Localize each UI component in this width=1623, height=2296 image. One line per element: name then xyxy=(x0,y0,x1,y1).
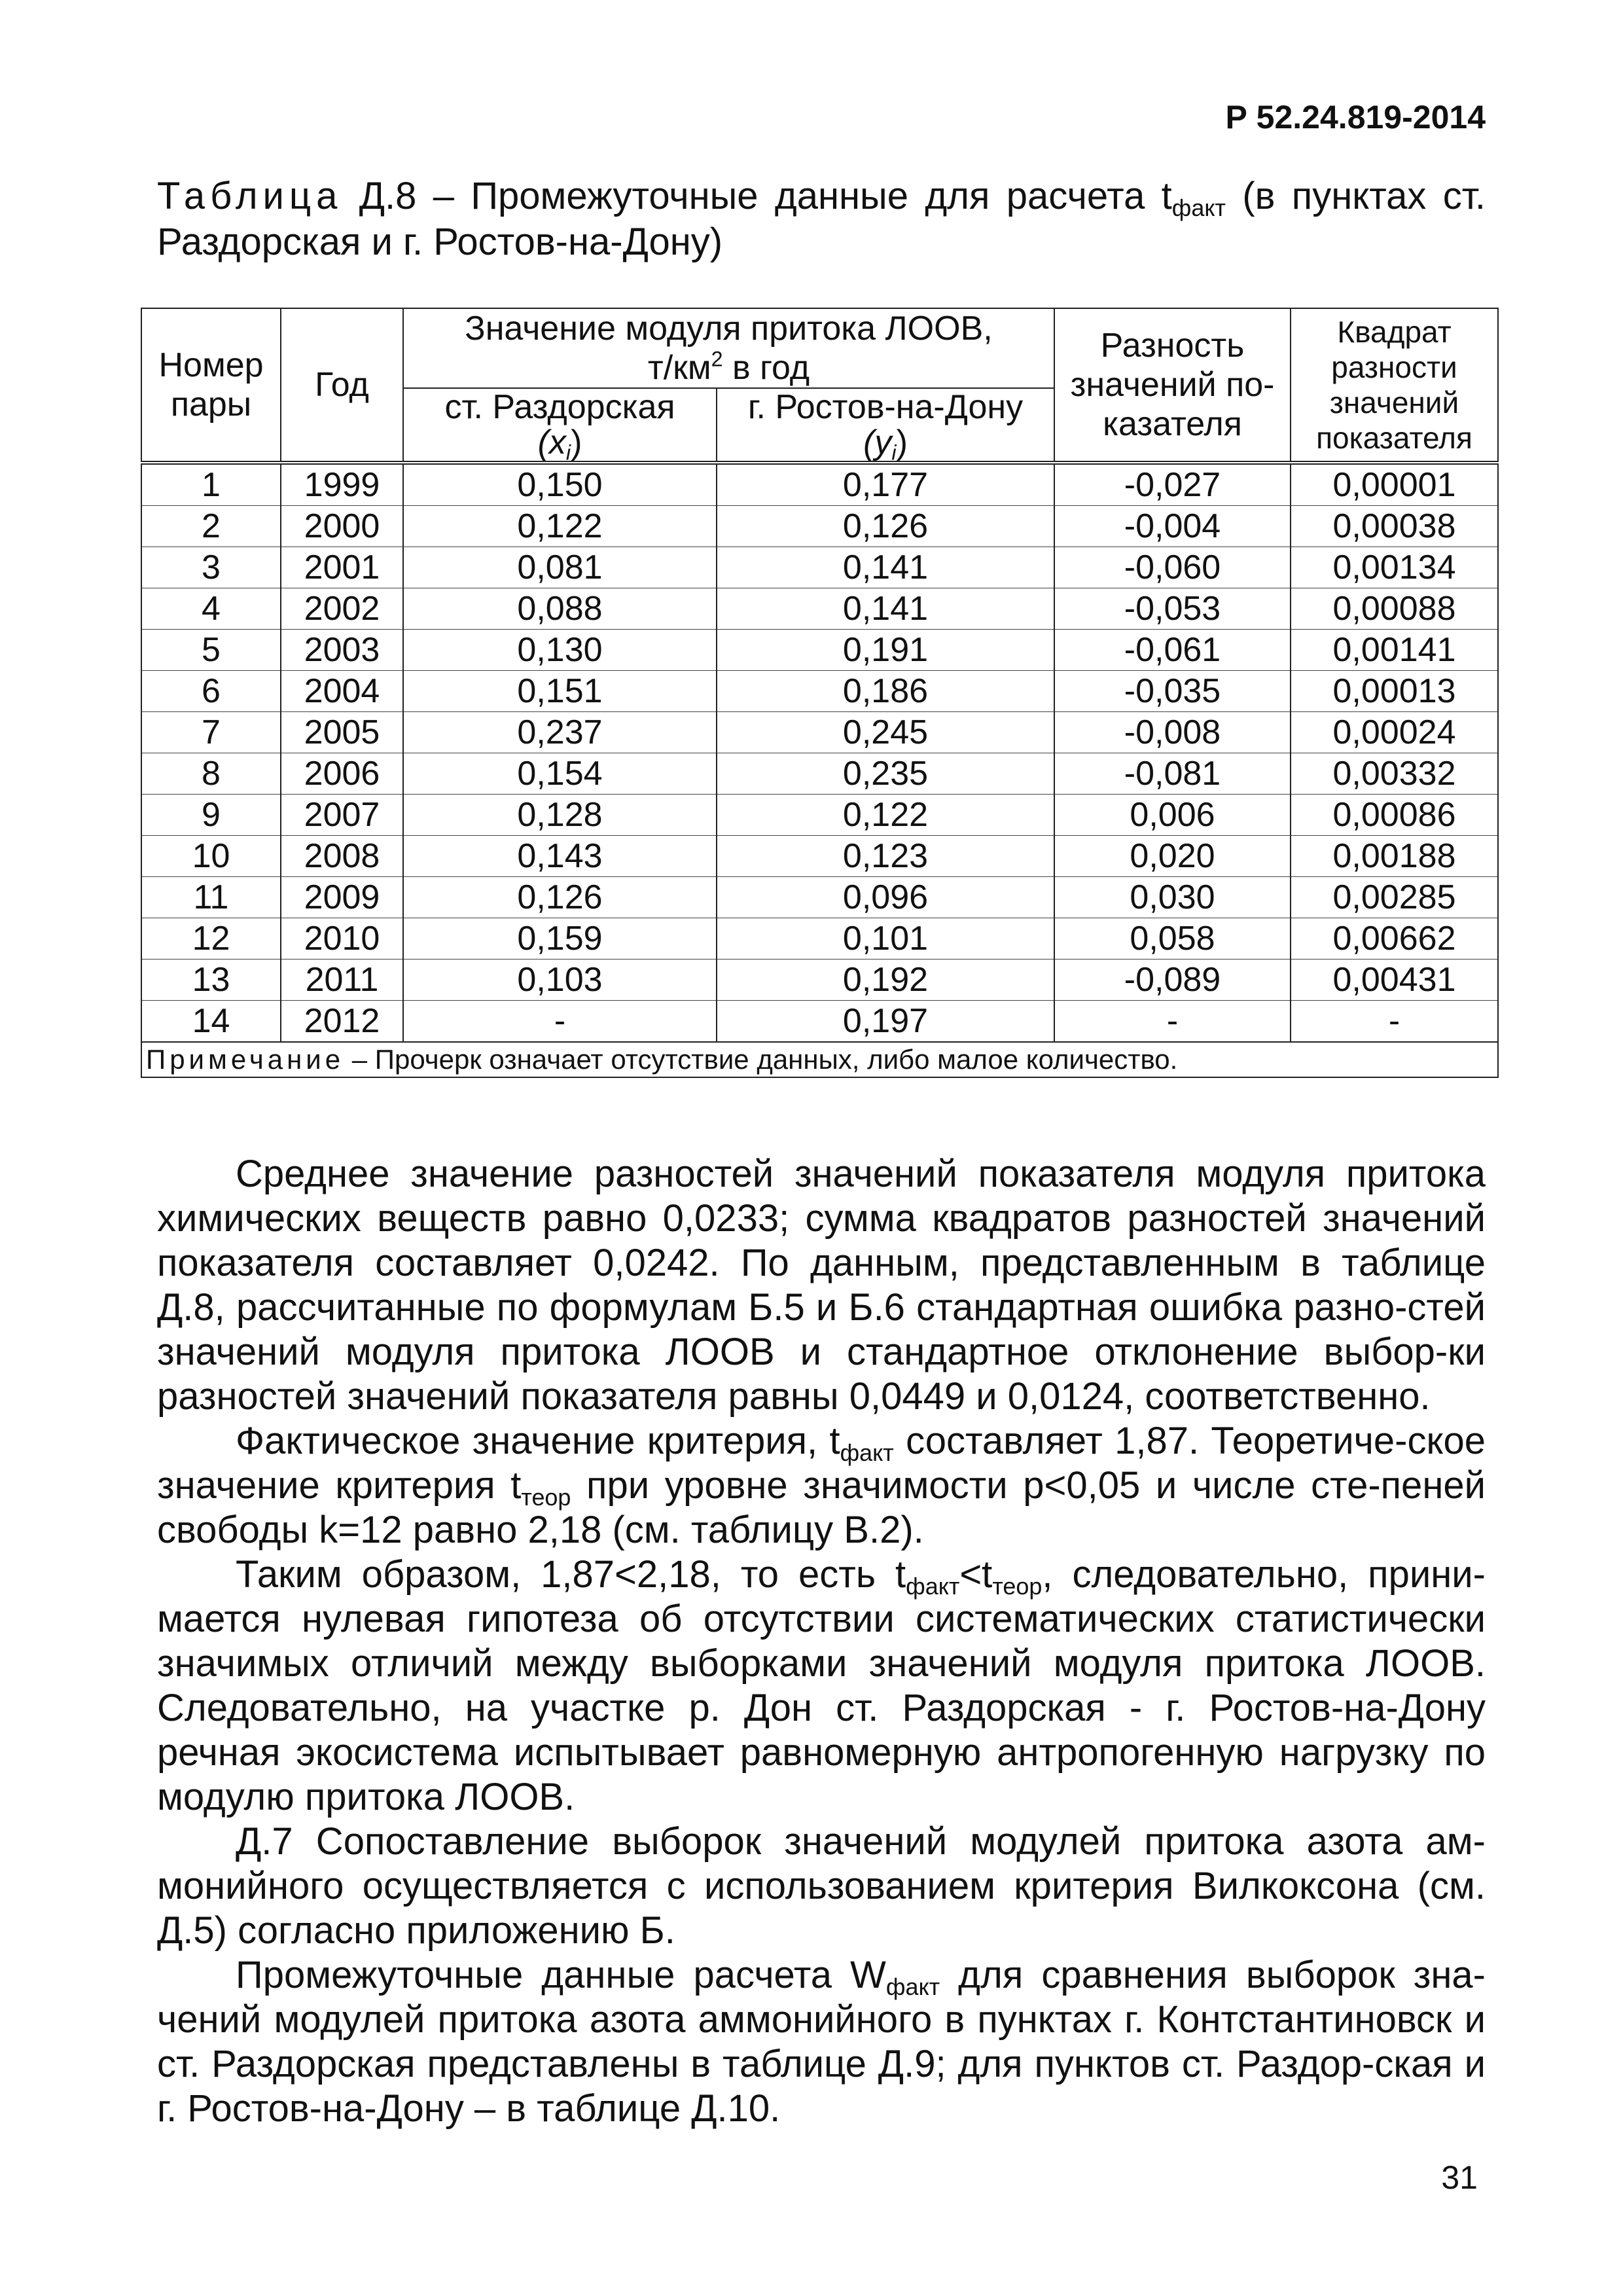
cell-station-1: 0,103 xyxy=(403,960,717,1001)
cell-year: 2006 xyxy=(281,753,403,795)
cell-station-1: - xyxy=(403,1001,717,1043)
header-station-2-name: г. Ростов-на-Дону xyxy=(747,388,1024,426)
cell-pair: 8 xyxy=(141,753,281,795)
cell-station-2: 0,141 xyxy=(717,588,1054,630)
table-note xyxy=(141,1042,1498,1077)
header-station-2-index: i xyxy=(891,440,897,465)
header-difference: Разность значений по-казателя xyxy=(1054,308,1291,463)
table-row xyxy=(141,918,1498,960)
cell-pair: 2 xyxy=(141,506,281,547)
cell-year: 2012 xyxy=(281,1001,403,1043)
cell-station-1: 0,130 xyxy=(403,630,717,671)
paragraph-5 xyxy=(157,1953,1486,2131)
table-row xyxy=(141,463,1498,506)
cell-station-2: 0,096 xyxy=(717,877,1054,918)
p2-part-b: составляет 1,87. Теоретиче-ское значение критерия t xyxy=(157,1420,1486,1507)
p3-part-c: , следовательно, прини-мается нулевая гипотеза об отсутствии систематических статистически значимых отличий между выборками значений модуля притока ЛООВ. Следовательно, на участке р. Дон ст. Раздорская - г. Ростов-на-Дону речная экосистема испытывает равномерную антропогенную нагрузку по модулю притока ЛООВ. xyxy=(157,1553,1486,1818)
cell-square: 0,00141 xyxy=(1291,630,1498,671)
cell-difference: -0,061 xyxy=(1054,630,1291,671)
cell-year: 2008 xyxy=(281,836,403,877)
header-module-main: Значение модуля притока ЛООВ, xyxy=(465,310,993,348)
header-module-unit-sup: 2 xyxy=(711,347,723,371)
caption-text-after: (в пунктах ст. Раздорская и г. Ростов-на-Дону) xyxy=(157,175,1486,263)
cell-square: 0,00001 xyxy=(1291,463,1498,506)
header-station-1 xyxy=(403,388,717,463)
cell-square: 0,00188 xyxy=(1291,836,1498,877)
table-row xyxy=(141,877,1498,918)
cell-station-2: 0,101 xyxy=(717,918,1054,960)
body-text xyxy=(157,1152,1486,2131)
cell-station-2: 0,141 xyxy=(717,547,1054,588)
cell-station-2: 0,235 xyxy=(717,753,1054,795)
p5-sub: факт xyxy=(885,1973,940,2000)
header-station-2-var-open: (y xyxy=(863,423,892,461)
cell-square: 0,00088 xyxy=(1291,588,1498,630)
cell-pair: 9 xyxy=(141,795,281,836)
cell-station-1: 0,126 xyxy=(403,877,717,918)
cell-pair: 7 xyxy=(141,712,281,753)
cell-square: 0,00134 xyxy=(1291,547,1498,588)
table-row xyxy=(141,1001,1498,1043)
caption-subscript: факт xyxy=(1171,194,1226,221)
cell-pair: 6 xyxy=(141,671,281,712)
table-row xyxy=(141,588,1498,630)
p2-sub-2: теор xyxy=(521,1483,571,1511)
p2-sub-1: факт xyxy=(840,1439,894,1466)
cell-station-2: 0,192 xyxy=(717,960,1054,1001)
cell-square: 0,00038 xyxy=(1291,506,1498,547)
data-table xyxy=(141,308,1499,1078)
cell-station-2: 0,122 xyxy=(717,795,1054,836)
cell-station-1: 0,081 xyxy=(403,547,717,588)
table-caption xyxy=(157,173,1486,265)
table-row xyxy=(141,506,1498,547)
cell-difference: -0,035 xyxy=(1054,671,1291,712)
cell-year: 2004 xyxy=(281,671,403,712)
header-station-2 xyxy=(717,388,1054,463)
cell-year: 2009 xyxy=(281,877,403,918)
cell-square: 0,00662 xyxy=(1291,918,1498,960)
cell-pair: 1 xyxy=(141,463,281,506)
cell-pair: 10 xyxy=(141,836,281,877)
cell-pair: 3 xyxy=(141,547,281,588)
cell-square: 0,00024 xyxy=(1291,712,1498,753)
paragraph-2 xyxy=(157,1419,1486,1552)
cell-square: - xyxy=(1291,1001,1498,1043)
cell-station-1: 0,143 xyxy=(403,836,717,877)
paragraph-3 xyxy=(157,1552,1486,1820)
p2-part-a: Фактическое значение критерия, t xyxy=(236,1420,840,1462)
cell-station-2: 0,197 xyxy=(717,1001,1054,1043)
cell-pair: 14 xyxy=(141,1001,281,1043)
cell-square: 0,00332 xyxy=(1291,753,1498,795)
cell-difference: -0,008 xyxy=(1054,712,1291,753)
caption-label: Таблица xyxy=(157,175,343,217)
cell-station-2: 0,177 xyxy=(717,463,1054,506)
cell-difference: -0,027 xyxy=(1054,463,1291,506)
cell-station-2: 0,186 xyxy=(717,671,1054,712)
cell-pair: 4 xyxy=(141,588,281,630)
p2-part-c: при уровне значимости p<0,05 и числе сте-пеней свободы k=12 равно 2,18 (см. таблицу В.2). xyxy=(157,1464,1486,1551)
cell-year: 2000 xyxy=(281,506,403,547)
cell-year: 2010 xyxy=(281,918,403,960)
header-square: Квадрат разности значений показателя xyxy=(1291,308,1498,463)
header-station-1-var-close: ) xyxy=(571,423,582,461)
cell-pair: 5 xyxy=(141,630,281,671)
table-row xyxy=(141,671,1498,712)
cell-pair: 13 xyxy=(141,960,281,1001)
cell-station-1: 0,128 xyxy=(403,795,717,836)
p5-part-a: Промежуточные данные расчета W xyxy=(236,1954,886,1996)
p3-sub-1: факт xyxy=(906,1572,960,1600)
cell-year: 2003 xyxy=(281,630,403,671)
cell-year: 2005 xyxy=(281,712,403,753)
cell-difference: -0,060 xyxy=(1054,547,1291,588)
cell-station-1: 0,150 xyxy=(403,463,717,506)
paragraph-1: Среднее значение разностей значений показателя модуля притока химических веществ равно 0,0233; сумма квадратов разностей значений показателя составляет 0,0242. По данным, представленным в таблице Д.8, рассчитанные по формулам Б.5 и Б.6 стандартная ошибка разно-стей значений модуля притока ЛООВ и стандартное отклонение выбор-ки разностей значений показателя равны 0,0449 и 0,0124, соответственно. xyxy=(157,1153,1486,1418)
header-station-2-var-close: ) xyxy=(896,423,908,461)
cell-difference: -0,089 xyxy=(1054,960,1291,1001)
cell-square: 0,00431 xyxy=(1291,960,1498,1001)
table-row xyxy=(141,753,1498,795)
cell-square: 0,00285 xyxy=(1291,877,1498,918)
cell-station-2: 0,126 xyxy=(717,506,1054,547)
document-code: Р 52.24.819-2014 xyxy=(1225,99,1486,135)
table-row xyxy=(141,960,1498,1001)
cell-pair: 11 xyxy=(141,877,281,918)
cell-difference: -0,081 xyxy=(1054,753,1291,795)
header-module-unit-b: в год xyxy=(722,349,810,387)
page-number: 31 xyxy=(1441,2159,1478,2196)
cell-year: 2011 xyxy=(281,960,403,1001)
p3-sub-2: теор xyxy=(992,1572,1043,1600)
table-row xyxy=(141,712,1498,753)
header-pair: Номер пары xyxy=(141,308,281,463)
cell-year: 2007 xyxy=(281,795,403,836)
cell-station-1: 0,122 xyxy=(403,506,717,547)
header-year: Год xyxy=(281,308,403,463)
cell-station-2: 0,123 xyxy=(717,836,1054,877)
cell-difference: 0,030 xyxy=(1054,877,1291,918)
note-text: – Прочерк означает отсутствие данных, либо малое количество. xyxy=(344,1044,1178,1075)
cell-difference: -0,004 xyxy=(1054,506,1291,547)
header-station-1-index: i xyxy=(565,440,571,465)
cell-station-2: 0,245 xyxy=(717,712,1054,753)
cell-station-1: 0,154 xyxy=(403,753,717,795)
paragraph-4: Д.7 Сопоставление выборок значений модулей притока азота ам-монийного осуществляется с использованием критерия Вилкоксона (см. Д.5) согласно приложению Б. xyxy=(157,1820,1486,1952)
cell-station-1: 0,151 xyxy=(403,671,717,712)
cell-station-1: 0,088 xyxy=(403,588,717,630)
cell-difference: -0,053 xyxy=(1054,588,1291,630)
cell-pair: 12 xyxy=(141,918,281,960)
cell-year: 2002 xyxy=(281,588,403,630)
cell-year: 1999 xyxy=(281,463,403,506)
table-row xyxy=(141,630,1498,671)
cell-station-2: 0,191 xyxy=(717,630,1054,671)
cell-year: 2001 xyxy=(281,547,403,588)
cell-station-1: 0,159 xyxy=(403,918,717,960)
p5-part-b: для сравнения выборок зна-чений модулей притока азота аммонийного в пунктах г. Контстантиновск и ст. Раздорская представлены в таблице Д.9; для пунктов ст. Раздор-ская и г. Ростов-на-Дону – в таблице Д.10. xyxy=(157,1954,1486,2130)
table-row xyxy=(141,795,1498,836)
note-label: Примечание xyxy=(146,1044,345,1075)
header-station-1-name: ст. Раздорская xyxy=(444,388,675,426)
table-body xyxy=(141,463,1498,1042)
header-module-unit-a: т/км xyxy=(647,349,711,387)
cell-difference: 0,020 xyxy=(1054,836,1291,877)
header-module xyxy=(403,308,1054,388)
cell-difference: 0,058 xyxy=(1054,918,1291,960)
caption-text-before: Д.8 – Промежуточные данные для расчета t xyxy=(342,175,1172,217)
cell-square: 0,00013 xyxy=(1291,671,1498,712)
cell-square: 0,00086 xyxy=(1291,795,1498,836)
p3-part-a: Таким образом, 1,87<2,18, то есть t xyxy=(236,1553,906,1596)
cell-station-1: 0,237 xyxy=(403,712,717,753)
p3-part-b: <t xyxy=(959,1553,993,1596)
header-station-1-var-open: (x xyxy=(537,423,566,461)
cell-difference: 0,006 xyxy=(1054,795,1291,836)
table-row xyxy=(141,547,1498,588)
table-row xyxy=(141,836,1498,877)
cell-difference: - xyxy=(1054,1001,1291,1043)
